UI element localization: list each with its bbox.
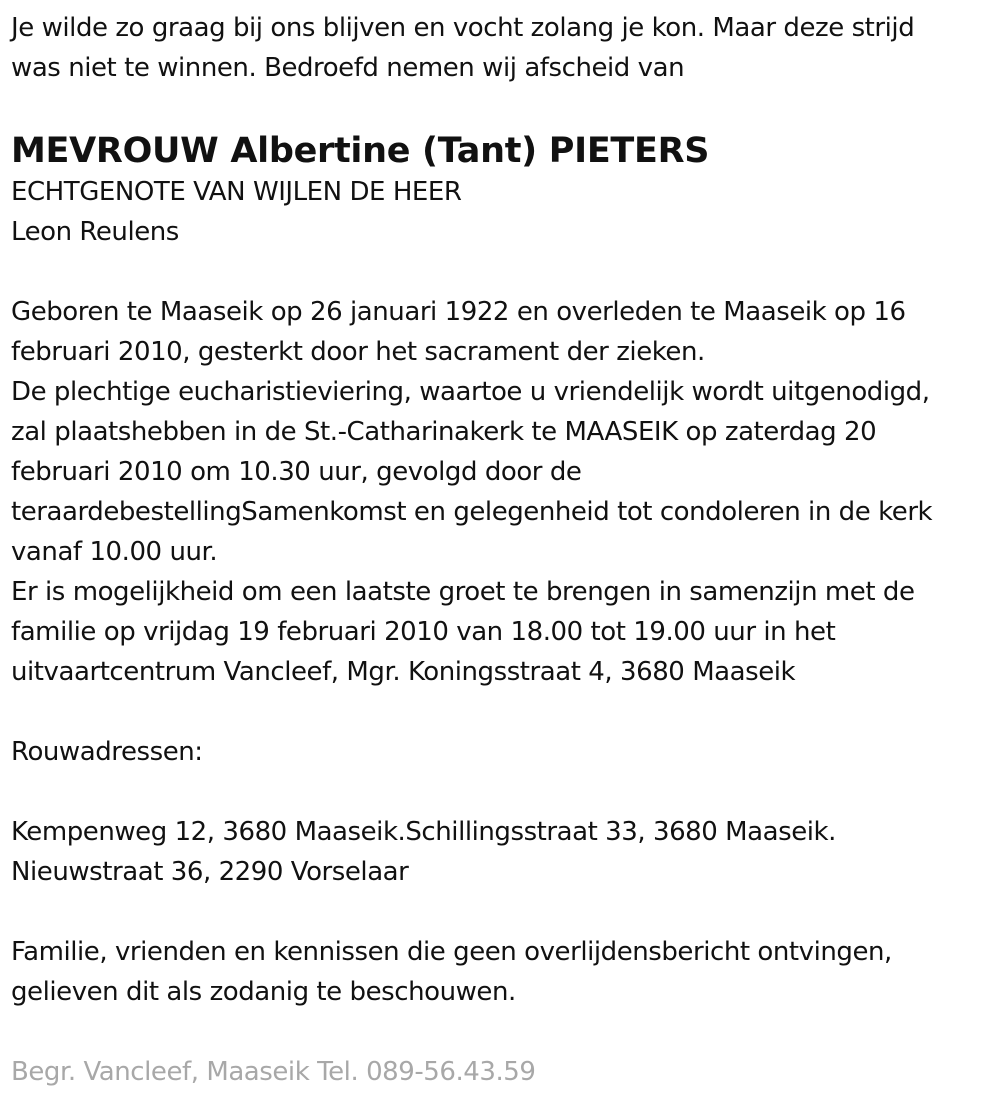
- details-line: familie op vrijdag 19 februari 2010 van 18.00 tot 19.00 uur in het: [11, 617, 836, 647]
- address-line: Kempenweg 12, 3680 Maaseik.Schillingsstraat 33, 3680 Maaseik.: [11, 817, 836, 847]
- spouse-name: Leon Reulens: [11, 217, 179, 247]
- intro-line: Je wilde zo graag bij ons blijven en vocht zolang je kon. Maar deze strijd: [11, 13, 915, 43]
- details-line: Er is mogelijkheid om een laatste groet te brengen in samenzijn met de: [11, 577, 915, 607]
- details-line: teraardebestellingSamenkomst en gelegenheid tot condoleren in de kerk: [11, 497, 933, 527]
- address-line: Nieuwstraat 36, 2290 Vorselaar: [11, 857, 409, 887]
- addresses-list: [11, 812, 990, 892]
- details-line: De plechtige eucharistieviering, waartoe u vriendelijk wordt uitgenodigd,: [11, 377, 930, 407]
- closing-line: gelieven dit als zodanig te beschouwen.: [11, 977, 516, 1007]
- details-line: februari 2010, gesterkt door het sacrament der zieken.: [11, 337, 705, 367]
- details-line: Geboren te Maaseik op 26 januari 1922 en overleden te Maaseik op 16: [11, 297, 906, 327]
- intro-text: [11, 8, 990, 88]
- funeral-home-footer: Begr. Vancleef, Maaseik Tel. 089-56.43.59: [11, 1057, 536, 1087]
- details-line: zal plaatshebben in de St.-Catharinakerk te MAASEIK op zaterdag 20: [11, 417, 877, 447]
- deceased-name: MEVROUW Albertine (Tant) PIETERS: [11, 131, 710, 171]
- details-line: vanaf 10.00 uur.: [11, 537, 218, 567]
- details-line: februari 2010 om 10.30 uur, gevolgd door de: [11, 457, 582, 487]
- details-text: [11, 292, 990, 692]
- details-line: uitvaartcentrum Vancleef, Mgr. Koningsstraat 4, 3680 Maaseik: [11, 657, 796, 687]
- closing-text: [11, 932, 990, 1012]
- relation-line: ECHTGENOTE VAN WIJLEN DE HEER: [11, 177, 462, 207]
- closing-line: Familie, vrienden en kennissen die geen overlijdensbericht ontvingen,: [11, 937, 892, 967]
- addresses-heading: Rouwadressen:: [11, 737, 203, 767]
- intro-line: was niet te winnen. Bedroefd nemen wij afscheid van: [11, 53, 685, 83]
